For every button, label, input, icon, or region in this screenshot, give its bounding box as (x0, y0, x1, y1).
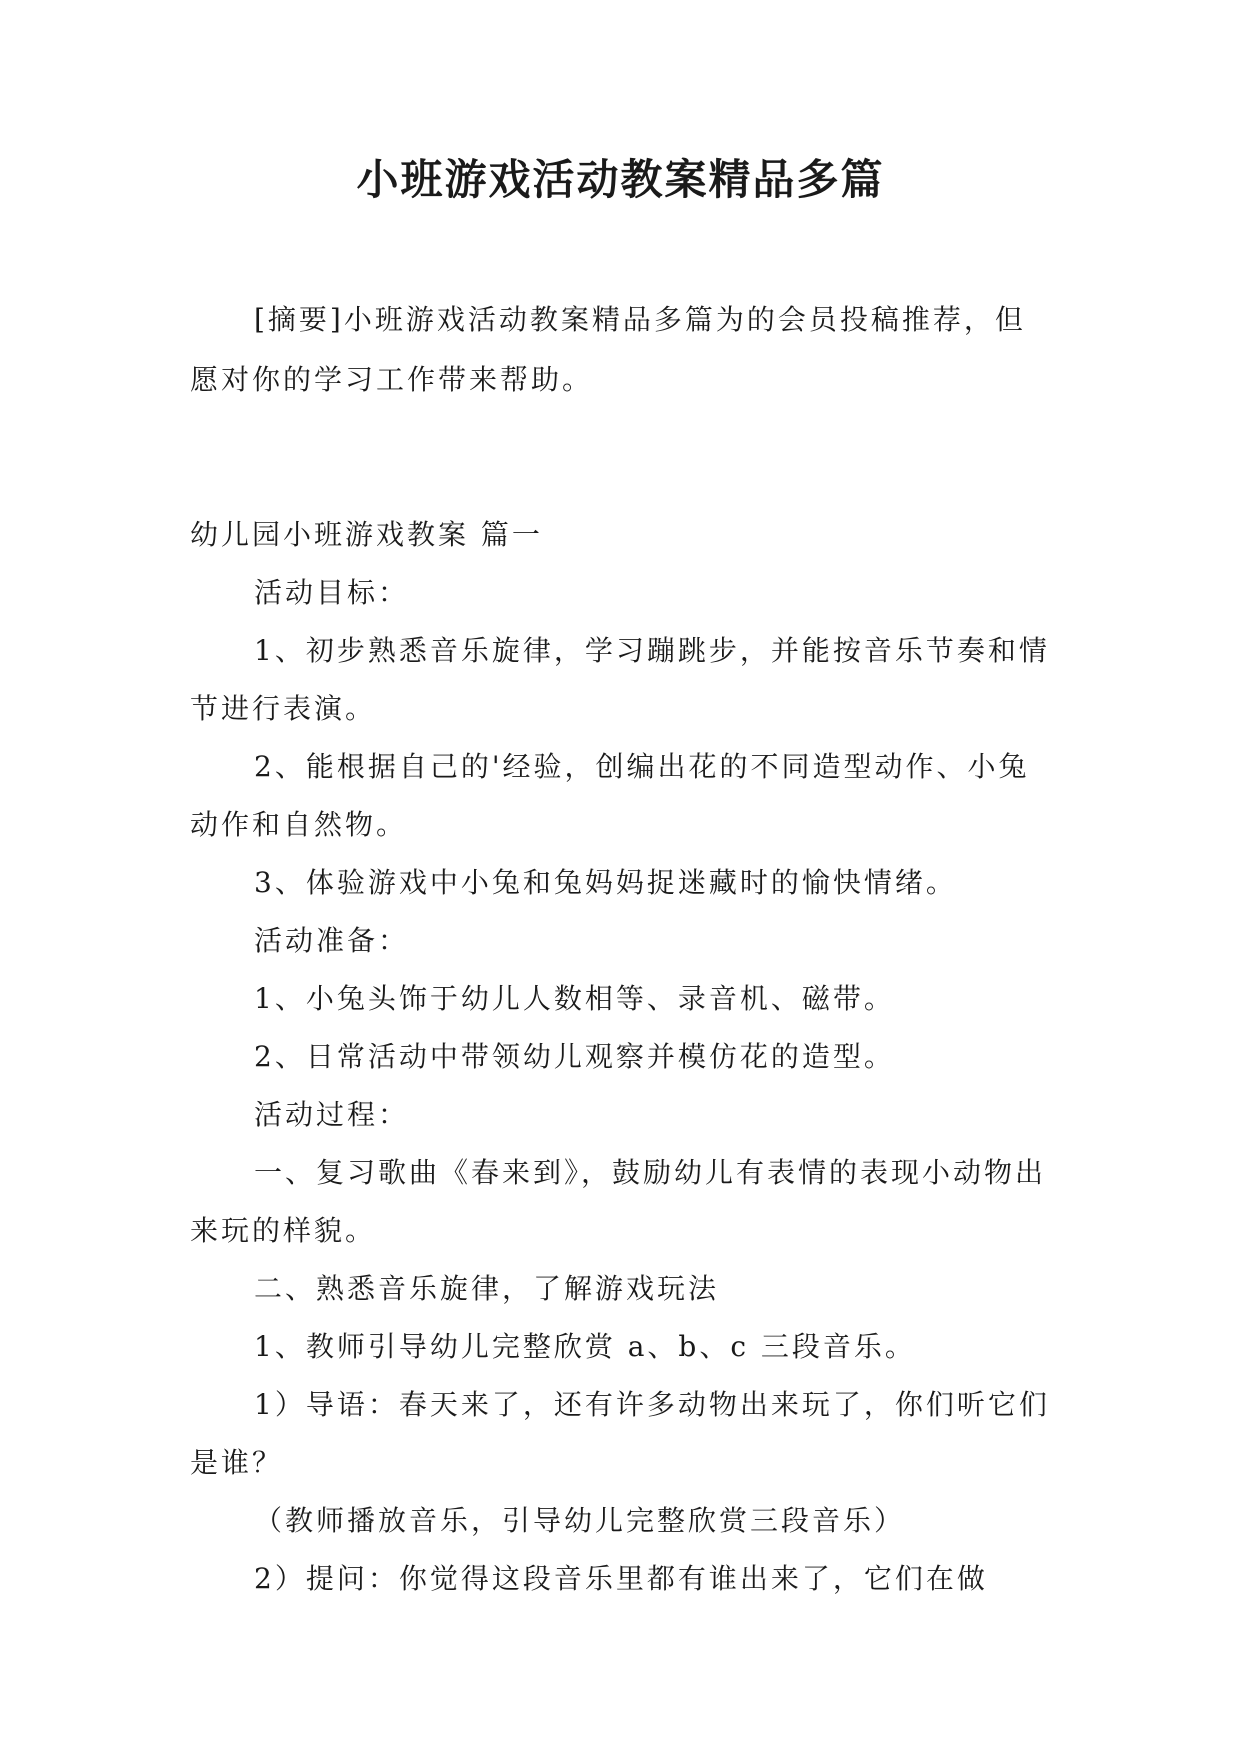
body-paragraph: 活动准备： (254, 924, 410, 957)
body-paragraph: 活动过程： (254, 1098, 410, 1131)
body-paragraph: 1、初步熟悉音乐旋律，学习蹦跳步，并能按音乐节奏和情节进行表演。 (190, 634, 1050, 725)
body-paragraph: 1、小兔头饰于幼儿人数相等、录音机、磁带。 (254, 982, 895, 1015)
document-title: 小班游戏活动教案精品多篇 (356, 155, 885, 204)
body-paragraph: 一、复习歌曲《春来到》，鼓励幼儿有表情的表现小动物出来玩的样貌。 (190, 1156, 1047, 1247)
body-paragraph: （教师播放音乐，引导幼儿完整欣赏三段音乐） (254, 1504, 906, 1537)
body-paragraph: 二、熟悉音乐旋律，了解游戏玩法 (254, 1272, 720, 1305)
body-paragraph: 活动目标： (254, 576, 410, 609)
body-paragraph: 3、体验游戏中小兔和兔妈妈捉迷藏时的愉快情绪。 (254, 866, 957, 899)
body-paragraph: 1）导语：春天来了，还有许多动物出来玩了，你们听它们是谁？ (190, 1388, 1050, 1479)
body-paragraph: 2、日常活动中带领幼儿观察并模仿花的造型。 (254, 1040, 895, 1073)
body-paragraph: 2）提问：你觉得这段音乐里都有谁出来了，它们在做 (254, 1562, 988, 1595)
body-paragraph: 1、教师引导幼儿完整欣赏 a、b、c 三段音乐。 (254, 1330, 916, 1363)
section-heading: 幼儿园小班游戏教案 篇一 (190, 518, 543, 551)
body-paragraph: 2、能根据自己的'经验，创编出花的不同造型动作、小兔动作和自然物。 (190, 750, 1030, 841)
abstract-paragraph: [摘要]小班游戏活动教案精品多篇为的会员投稿推荐，但愿对你的学习工作带来帮助。 (190, 303, 1026, 396)
document-body (190, 290, 1054, 1608)
